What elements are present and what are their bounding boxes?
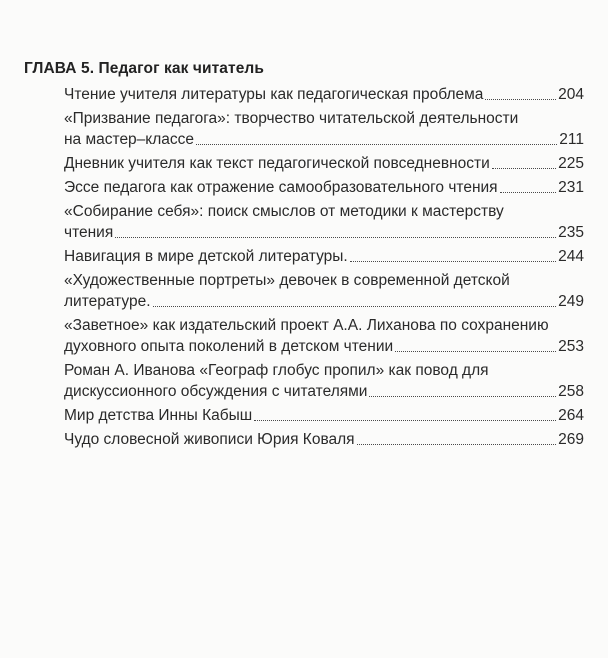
toc-entry-line (64, 270, 584, 291)
toc-entry (64, 108, 584, 150)
toc-page-number: 211 (559, 131, 584, 148)
toc-page-number: 225 (558, 155, 584, 172)
toc-entry-line (64, 315, 584, 336)
toc-entry-title: дискуссионного обсуждения с читателями (64, 383, 368, 400)
toc-entry-line (64, 84, 584, 105)
toc-page-number: 244 (558, 248, 584, 265)
toc-entry-title: Мир детства Инны Кабыш (64, 407, 253, 424)
toc-entry-title: «Художественные портреты» девочек в современной детской (64, 272, 510, 289)
toc-page-number: 204 (558, 86, 584, 103)
dot-leader (350, 261, 556, 262)
toc-page-number: 231 (558, 179, 584, 196)
toc-entry-line (64, 108, 584, 129)
toc-entry-title: «Собирание себя»: поиск смыслов от методики к мастерству (64, 203, 504, 220)
toc-entry-title: Дневник учителя как текст педагогической повседневности (64, 155, 490, 172)
toc-entry-line (64, 201, 584, 222)
toc-entry-line (64, 177, 584, 198)
toc-entry-title: на мастер–классе (64, 131, 195, 148)
toc-entry (64, 201, 584, 243)
toc-entry (64, 270, 584, 312)
dot-leader (369, 396, 556, 397)
toc-entry-line (64, 291, 584, 312)
dot-leader (153, 306, 557, 307)
toc-entry-title: духовного опыта поколений в детском чтении (64, 338, 394, 355)
dot-leader (196, 144, 557, 145)
toc-entry-title: Роман А. Иванова «Географ глобус пропил» как повод для (64, 362, 489, 379)
toc-entry-title: Навигация в мире детской литературы. (64, 248, 348, 265)
toc-entry (64, 84, 584, 105)
dot-leader (500, 192, 557, 193)
toc-list (64, 84, 584, 453)
toc-entry (64, 246, 584, 267)
toc-page-number: 258 (558, 383, 584, 400)
toc-entry (64, 153, 584, 174)
toc-entry-line (64, 381, 584, 402)
toc-entry-title: Чтение учителя литературы как педагогическая проблема (64, 86, 484, 103)
dot-leader (395, 351, 556, 352)
toc-entry-title: литературе. (64, 293, 151, 310)
toc-entry-title: Эссе педагога как отражение самообразовательного чтения (64, 179, 498, 196)
toc-entry-line (64, 429, 584, 450)
toc-page-number: 235 (558, 224, 584, 241)
toc-entry-line (64, 405, 584, 426)
dot-leader (254, 420, 556, 421)
toc-entry-title: «Заветное» как издательский проект А.А. Лиханова по сохранению (64, 317, 549, 334)
toc-entry-title: «Призвание педагога»: творчество читательской деятельности (64, 110, 519, 127)
toc-entry-line (64, 246, 584, 267)
dot-leader (357, 444, 557, 445)
chapter-title: ГЛАВА 5. Педагог как читатель (24, 60, 264, 77)
toc-page-number: 249 (558, 293, 584, 310)
toc-entry (64, 315, 584, 357)
toc-entry (64, 177, 584, 198)
toc-entry (64, 360, 584, 402)
toc-page-number: 269 (558, 431, 584, 448)
dot-leader (115, 237, 556, 238)
toc-entry-line (64, 360, 584, 381)
toc-entry-line (64, 129, 584, 150)
toc-entry-title: Чудо словесной живописи Юрия Коваля (64, 431, 355, 448)
toc-entry (64, 405, 584, 426)
dot-leader (492, 168, 556, 169)
toc-entry-line (64, 336, 584, 357)
dot-leader (485, 99, 556, 100)
toc-entry-title: чтения (64, 224, 114, 241)
toc-page-number: 264 (558, 407, 584, 424)
toc-page-number: 253 (558, 338, 584, 355)
toc-entry-line (64, 222, 584, 243)
toc-entry (64, 429, 584, 450)
toc-entry-line (64, 153, 584, 174)
